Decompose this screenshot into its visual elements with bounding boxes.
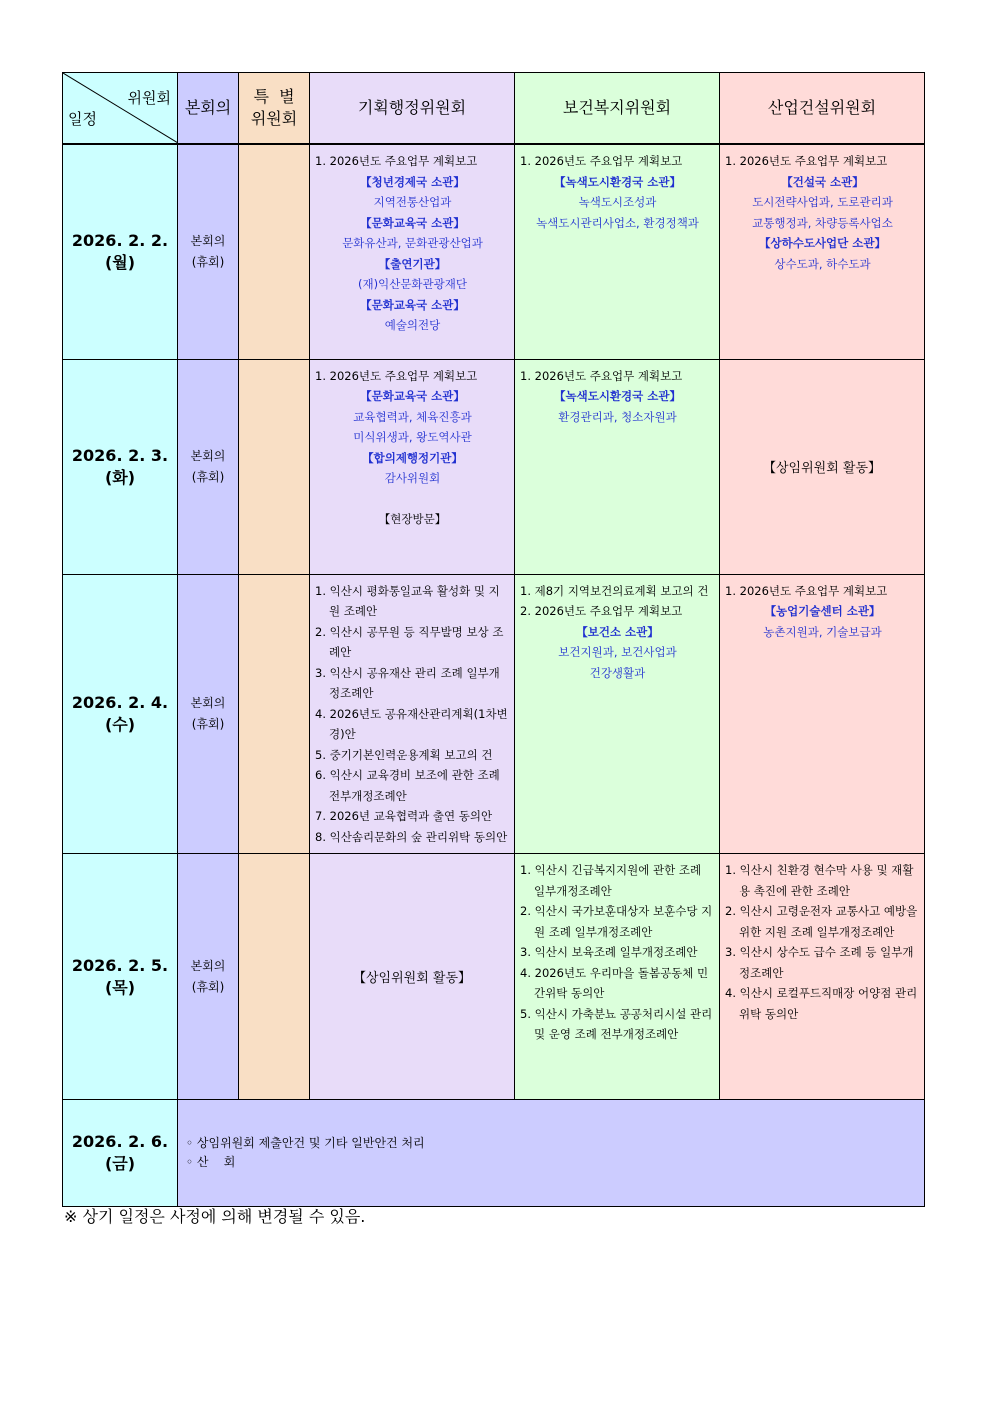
agenda-item: 7. 2026년 교육협력과 출연 동의안 bbox=[315, 809, 493, 823]
date-label: 2026. 2. 6. bbox=[71, 1132, 169, 1151]
agenda-item: 1. 익산시 긴급복지지원에 관한 조례 일부개정조례안 bbox=[520, 863, 702, 898]
dept-heading: 【합의제행정기관】 bbox=[362, 450, 463, 465]
dept-heading: 【문화교육국 소관】 bbox=[360, 297, 465, 312]
dept-units: 도시전략사업과, 도로관리과 bbox=[752, 195, 893, 209]
agenda-item: 2. 익산시 국가보훈대상자 보훈수당 지원 조례 일부개정조례안 bbox=[520, 904, 713, 939]
planning-cell bbox=[310, 144, 515, 359]
corner-committee-label: 위원회 bbox=[127, 89, 171, 107]
plenary-status: (휴회) bbox=[191, 469, 225, 484]
dept-units: 예술의전당 bbox=[384, 318, 441, 332]
special-cell bbox=[239, 574, 310, 854]
dept-heading: 【청년경제국 소관】 bbox=[360, 174, 465, 189]
agenda-item: 8. 익산솜리문화의 숲 관리위탁 동의안 bbox=[315, 829, 508, 844]
date-label: 2026. 2. 3. bbox=[71, 445, 169, 465]
date-cell bbox=[63, 574, 178, 854]
dept-units: 문화유산과, 문화관광산업과 bbox=[342, 236, 483, 250]
site-visit-label: 【현장방문】 bbox=[378, 511, 447, 526]
planning-cell bbox=[310, 574, 515, 854]
header-planning: 기획행정위원회 bbox=[310, 73, 515, 145]
agenda-item: 1. 2026년도 주요업무 계획보고 bbox=[315, 368, 478, 383]
special-cell bbox=[239, 854, 310, 1100]
dept-heading: 【문화교육국 소관】 bbox=[360, 389, 465, 403]
dept-units: 지역전통산업과 bbox=[373, 195, 452, 209]
agenda-item: 1. 2026년도 주요업무 계획보고 bbox=[725, 583, 888, 598]
agenda-item: 4. 2026년도 공유재산관리계획(1차변경)안 bbox=[315, 706, 508, 741]
agenda-item: 1. 제8기 지역보건의료계획 보고의 건 bbox=[520, 583, 709, 598]
agenda-item: 3. 익산시 공유재산 관리 조례 일부개정조례안 bbox=[315, 665, 500, 700]
dept-units: 보건지원과, 보건사업과 bbox=[558, 645, 677, 659]
welfare-cell bbox=[515, 574, 720, 854]
weekday-label: (화) bbox=[104, 467, 136, 487]
table-row bbox=[63, 359, 925, 574]
table-row bbox=[63, 854, 925, 1100]
agenda-item: 4. 익산시 로컬푸드직매장 어양점 관리위탁 동의안 bbox=[725, 986, 918, 1021]
dept-heading: 【건설국 소관】 bbox=[781, 174, 864, 189]
weekday-label: (수) bbox=[104, 714, 136, 734]
dept-units: 상수도과, 하수도과 bbox=[774, 256, 871, 271]
dept-units: 농촌지원과, 기술보급과 bbox=[763, 624, 882, 639]
welfare-cell bbox=[515, 144, 720, 359]
plenary-cell bbox=[178, 359, 239, 574]
plenary-cell bbox=[178, 854, 239, 1100]
agenda-item: 1. 익산시 평화통일교육 활성화 및 지원 조례안 bbox=[315, 583, 500, 618]
committee-activity-label: 【상임위원회 활동】 bbox=[352, 971, 472, 986]
table-row bbox=[63, 1100, 925, 1207]
dept-heading: 【농업기술센터 소관】 bbox=[764, 604, 881, 618]
header-special bbox=[239, 73, 310, 145]
closing-cell bbox=[178, 1100, 925, 1207]
agenda-item: 3. 익산시 상수도 급수 조례 등 일부개정조례안 bbox=[725, 945, 914, 980]
closing-item: ◦ 상임위원회 제출안건 및 기타 일반안건 처리 bbox=[186, 1136, 425, 1150]
dept-units: 미식위생과, 왕도역사관 bbox=[353, 430, 472, 444]
table-row bbox=[63, 144, 925, 359]
header-plenary: 본회의 bbox=[178, 73, 239, 145]
plenary-label: 본회의 bbox=[190, 233, 226, 248]
date-label: 2026. 2. 2. bbox=[71, 230, 169, 250]
footnote: ※ 상기 일정은 사정에 의해 변경될 수 있음. bbox=[64, 1207, 366, 1226]
welfare-cell bbox=[515, 359, 720, 574]
plenary-label: 본회의 bbox=[190, 958, 226, 973]
planning-cell bbox=[310, 854, 515, 1100]
header-row bbox=[63, 73, 925, 145]
agenda-item: 2. 익산시 공무원 등 직무발명 보상 조례안 bbox=[315, 624, 504, 659]
agenda-item: 2. 익산시 고령운전자 교통사고 예방을 위한 지원 조례 일부개정조례안 bbox=[725, 904, 918, 939]
industry-cell bbox=[720, 574, 925, 854]
dept-units: 건강생활과 bbox=[589, 665, 646, 680]
weekday-label: (월) bbox=[104, 252, 136, 272]
special-cell bbox=[239, 144, 310, 359]
table-row bbox=[63, 574, 925, 854]
dept-units: 녹색도시관리사업소, 환경정책과 bbox=[536, 215, 699, 230]
agenda-item: 1. 2026년도 주요업무 계획보고 bbox=[520, 154, 683, 168]
date-cell bbox=[63, 359, 178, 574]
plenary-label: 본회의 bbox=[190, 695, 226, 710]
dept-heading: 【녹색도시환경국 소관】 bbox=[554, 389, 681, 403]
header-industry: 산업건설위원회 bbox=[720, 73, 925, 145]
dept-heading: 【문화교육국 소관】 bbox=[360, 215, 465, 230]
agenda-item: 1. 2026년도 주요업무 계획보고 bbox=[725, 154, 888, 168]
header-special-line1: 특 별 bbox=[253, 87, 295, 106]
closing-item: ◦ 산 회 bbox=[186, 1155, 236, 1169]
agenda-item: 4. 2026년도 우리마을 돌봄공동체 민간위탁 동의안 bbox=[520, 965, 709, 1000]
date-cell bbox=[63, 854, 178, 1100]
header-special-line2: 위원회 bbox=[250, 109, 298, 128]
industry-cell bbox=[720, 854, 925, 1100]
agenda-item: 1. 익산시 친환경 현수막 사용 및 재활용 촉진에 관한 조례안 bbox=[725, 863, 914, 898]
planning-cell bbox=[310, 359, 515, 574]
special-cell bbox=[239, 359, 310, 574]
welfare-cell bbox=[515, 854, 720, 1100]
plenary-status: (휴회) bbox=[191, 254, 225, 269]
dept-units: 교통행정과, 차량등록사업소 bbox=[752, 215, 893, 230]
dept-heading: 【보건소 소관】 bbox=[576, 624, 659, 639]
agenda-item: 6. 익산시 교육경비 보조에 관한 조례 전부개정조례안 bbox=[315, 768, 500, 803]
agenda-item: 3. 익산시 보육조례 일부개정조례안 bbox=[520, 945, 698, 959]
schedule-table bbox=[62, 72, 925, 1207]
date-label: 2026. 2. 4. bbox=[71, 692, 169, 712]
agenda-item: 5. 중기기본인력운용계획 보고의 건 bbox=[315, 747, 493, 762]
date-cell bbox=[63, 1100, 178, 1207]
corner-header bbox=[63, 73, 178, 145]
header-welfare: 보건복지위원회 bbox=[515, 73, 720, 145]
industry-cell bbox=[720, 359, 925, 574]
weekday-label: (목) bbox=[104, 977, 136, 997]
dept-units: (재)익산문화관광재단 bbox=[358, 277, 467, 291]
agenda-item: 1. 2026년도 주요업무 계획보고 bbox=[520, 368, 683, 383]
agenda-item: 1. 2026년도 주요업무 계획보고 bbox=[315, 154, 478, 168]
dept-heading: 【출연기관】 bbox=[378, 256, 447, 271]
plenary-status: (휴회) bbox=[191, 979, 225, 994]
dept-heading: 【녹색도시환경국 소관】 bbox=[554, 174, 681, 189]
date-label: 2026. 2. 5. bbox=[71, 955, 169, 975]
industry-cell bbox=[720, 144, 925, 359]
plenary-label: 본회의 bbox=[190, 448, 226, 463]
date-cell bbox=[63, 144, 178, 359]
agenda-item: 2. 2026년도 주요업무 계획보고 bbox=[520, 604, 683, 618]
dept-heading: 【상하수도사업단 소관】 bbox=[759, 236, 886, 250]
corner-schedule-label: 일정 bbox=[68, 110, 97, 128]
weekday-label: (금) bbox=[104, 1154, 136, 1173]
dept-units: 감사위원회 bbox=[384, 471, 441, 485]
committee-activity-label: 【상임위원회 활동】 bbox=[762, 461, 882, 476]
plenary-cell bbox=[178, 574, 239, 854]
dept-units: 교육협력과, 체육진흥과 bbox=[353, 409, 472, 424]
dept-units: 환경관리과, 청소자원과 bbox=[558, 409, 677, 424]
dept-units: 녹색도시조성과 bbox=[578, 195, 657, 209]
plenary-status: (휴회) bbox=[191, 716, 225, 731]
plenary-cell bbox=[178, 144, 239, 359]
agenda-item: 5. 익산시 가축분뇨 공공처리시설 관리 및 운영 조례 전부개정조례안 bbox=[520, 1006, 713, 1041]
